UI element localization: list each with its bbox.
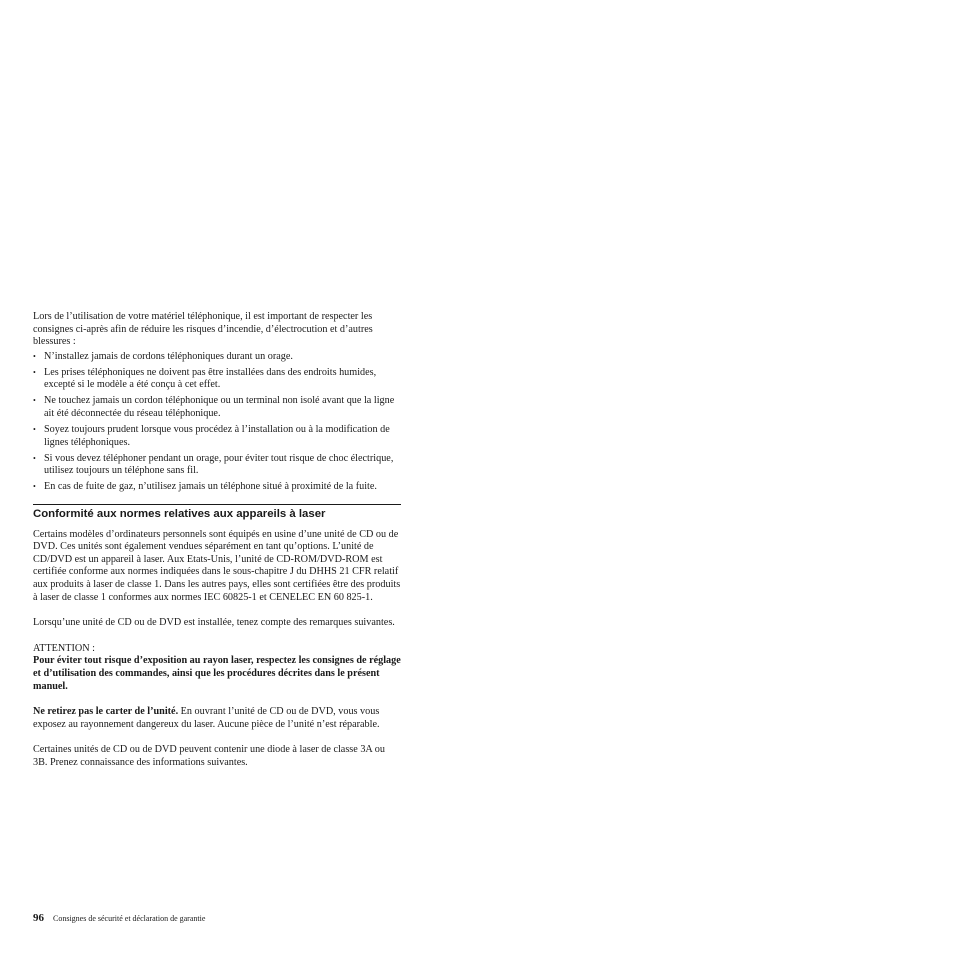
cover-warning-paragraph	[33, 706, 401, 731]
list-item	[33, 453, 401, 478]
list-item-text: Ne touchez jamais un cordon téléphonique ou un terminal non isolé avant que la ligne ait été déconnectée du réseau téléphonique.	[44, 395, 395, 419]
list-item-text: En cas de fuite de gaz, n’utilisez jamais un téléphone situé à proximité de la fuite.	[44, 481, 377, 493]
page-number: 96	[33, 912, 44, 924]
main-content	[33, 311, 401, 783]
intro-paragraph: Lors de l’utilisation de votre matériel téléphonique, il est important de respecter les consignes ci-après afin de réduire les risques d’incendie, d’électrocution et d’autres blessures :	[33, 311, 373, 348]
list-item-text: N’installez jamais de cordons téléphoniques durant un orage.	[44, 350, 293, 362]
bullet-icon: •	[33, 396, 36, 406]
bullet-icon: •	[33, 453, 36, 463]
page-footer	[33, 912, 433, 925]
attention-label: ATTENTION :	[33, 642, 95, 654]
cover-warning-bold: Ne retirez pas le carter de l’unité.	[33, 706, 179, 718]
list-item-text: Soyez toujours prudent lorsque vous procédez à l’installation ou à la modification de lignes téléphoniques.	[44, 423, 390, 448]
bullet-icon: •	[33, 367, 36, 377]
bullet-icon: •	[33, 424, 36, 434]
list-item	[33, 424, 401, 449]
list-item-text: Les prises téléphoniques ne doivent pas être installées dans des endroits humides, excepté si le modèle a été conçu à cet effet.	[44, 366, 377, 391]
cover-warning-text: En ouvrant l’unité de CD ou de DVD, vous vous exposez au rayonnement dangereux du laser. Aucune pièce de l’unité n’est réparable.	[33, 706, 380, 730]
list-item	[33, 481, 401, 494]
list-item	[33, 351, 401, 364]
footer-title: Consignes de sécurité et déclaration de garantie	[53, 914, 206, 923]
attention-text: Pour éviter tout risque d’exposition au rayon laser, respectez les consignes de réglage et d’utilisation des commandes, ainsi que les procédures décrites dans le présent manuel.	[33, 655, 401, 692]
list-item	[33, 367, 401, 392]
list-item	[33, 395, 401, 420]
laser-compliance-paragraph: Certains modèles d’ordinateurs personnels sont équipés en usine d’une unité de CD ou de DVD. Ces unités sont également vendues séparément en tant qu’options. L’unité de CD/DVD est un appareil à laser. Aux Etats-Unis, l’unité de CD-ROM/DVD-ROM est certifiée conforme aux normes indiquées dans le sous-chapitre J du DHHS 21 CFR relatif aux produits à laser de classe 1. Dans les autres pays, elles sont certifiées être des produits à laser de classe 1 conformes aux normes IEC 60825-1 et CENELEC EN 60 825-1.	[33, 528, 401, 603]
bullet-icon: •	[33, 482, 36, 492]
safety-bullet-list	[33, 351, 401, 494]
section-heading: Conformité aux normes relatives aux appareils à laser	[33, 504, 401, 521]
cd-dvd-remarks-paragraph: Lorsqu’une unité de CD ou de DVD est installée, tenez compte des remarques suivantes.	[33, 617, 395, 629]
list-item-text: Si vous devez téléphoner pendant un orage, pour éviter tout risque de choc électrique, utilisez toujours un téléphone sans fil.	[44, 452, 394, 477]
laser-diode-paragraph: Certaines unités de CD ou de DVD peuvent contenir une diode à laser de classe 3A ou 3B. Prenez connaissance des informations suivantes.	[33, 744, 385, 768]
bullet-icon: •	[33, 351, 36, 361]
